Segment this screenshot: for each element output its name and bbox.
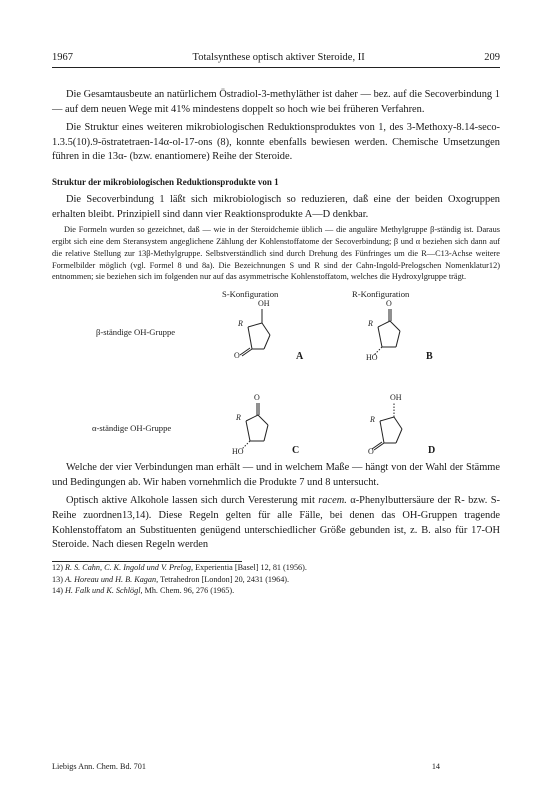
column-label-s: S-Konfiguration bbox=[222, 289, 279, 300]
structure-b-diagram bbox=[366, 299, 416, 361]
footnote-13-source: Tetrahedron [London] 20, 2431 (1964). bbox=[158, 574, 290, 584]
paragraph-structure: Die Struktur eines weiteren mikrobiologischen Reduktionsproduktes von 1, des 3-Methoxy-8.14-seco-1.3.5(10).9-östratetraen-14α-ol-17-ons (8), konnte ebenfalls bewiesen werden. Chemische Umsetzungen führen in die 13α- (bzw. enantiomere) Reihe der Steroide. bbox=[52, 122, 500, 163]
row-label-alpha: α-ständige OH-Gruppe bbox=[92, 423, 172, 434]
document-page bbox=[52, 52, 500, 597]
structure-b-r: R bbox=[368, 319, 373, 329]
structure-d-oh: OH bbox=[390, 393, 402, 403]
footnote-14 bbox=[52, 585, 500, 597]
footnote-12-authors: R. S. Cahn, C. K. Ingold und V. Prelog, bbox=[64, 562, 194, 572]
paragraph-esterification bbox=[52, 494, 500, 552]
structure-c-ho: HO bbox=[232, 447, 244, 457]
footnote-14-number: 14) bbox=[52, 586, 63, 596]
structure-a-label: A bbox=[296, 351, 304, 363]
footer-sheet-number: 14 bbox=[431, 762, 440, 771]
header-year: 1967 bbox=[52, 52, 73, 63]
paragraph-yield: Die Gesamtausbeute an natürlichem Östradiol-3-methyläther ist daher — bez. auf die Secoverbindung 1 — auf dem neuen Wege mit 41% mindestens doppelt so hoch wie bei früheren Verfahren. bbox=[52, 89, 500, 115]
structure-c-label: C bbox=[292, 445, 300, 457]
esterification-text-italic: racem. bbox=[318, 495, 347, 507]
structure-c-diagram bbox=[232, 393, 282, 455]
column-label-r: R-Konfiguration bbox=[352, 289, 410, 300]
esterification-text-start: Optisch aktive Alkohole lassen sich durch Veresterung mit bbox=[66, 495, 319, 507]
section-heading: Struktur der mikrobiologischen Reduktionsprodukte von 1 bbox=[52, 176, 279, 187]
header-page-number: 209 bbox=[484, 52, 500, 63]
paragraph-products: Welche der vier Verbindungen man erhält — und in welchem Maße — hängt von der Wahl der Stämme und Bedingungen ab. Wir haben vornehmlich die Produkte 7 und 8 untersucht. bbox=[52, 462, 500, 488]
structure-d-diagram bbox=[366, 393, 416, 455]
structure-c-r: R bbox=[236, 413, 241, 423]
footnote-13-number: 13) bbox=[52, 574, 63, 584]
esterification-text-end: α-Phenylbuttersäure der R- bzw. S-Reihe zuordnen13,14). Diese Regeln gelten für alle Fälle, bei denen das OH-Gruppen tragende Kohlenstoffatom an Substituenten genügend unterschiedlicher Größe gebunden ist, z. B. also für 17-OH Steroide. Nach diesen Regeln werden bbox=[52, 495, 501, 551]
footer-journal: Liebigs Ann. Chem. Bd. 701 bbox=[52, 762, 146, 771]
structure-b-ho: HO bbox=[366, 353, 378, 363]
footnote-14-source: Mh. Chem. 96, 276 (1965). bbox=[142, 586, 235, 596]
structure-b-label: B bbox=[426, 351, 433, 363]
paragraph-note: Die Formeln wurden so gezeichnet, daß — wie in der Steroidchemie üblich — die anguläre Methylgruppe β-ständig ist. Daraus ergibt sich eine dem Steransystem angeglichene Zählung der Kohlenstoffatome der Secoverbindung; β und α beziehen sich dann auf die relative Stellung zur 13β-Methylgruppe. Selbstverständlich sind durch Drehung des Fünfringes um die R—C13-Achse weitere Formelbilder möglich (vgl. Formel 8 und 8a). Die Bezeichnungen S und R sind der Cahn-Ingold-Prelogschen Nomenklatur12) entnommen; sie beziehen sich im folgenden nur auf das asymmetrische Kohlenstoffatom, welches die Hydroxylgruppe trägt. bbox=[52, 225, 500, 282]
structure-a-oh: OH bbox=[258, 299, 270, 309]
footnote-12-source: Experientia [Basel] 12, 81 (1956). bbox=[193, 562, 307, 572]
structure-c-o: O bbox=[254, 393, 260, 403]
stereo-figure bbox=[52, 289, 500, 459]
row-label-beta: β-ständige OH-Gruppe bbox=[96, 327, 176, 338]
structure-d-r: R bbox=[370, 415, 375, 425]
structure-d-o: O bbox=[368, 447, 374, 457]
structure-a-o: O bbox=[234, 351, 240, 361]
footnote-12-number: 12) bbox=[52, 562, 63, 572]
structure-a-r: R bbox=[238, 319, 243, 329]
page-footer bbox=[52, 762, 500, 771]
header-title: Totalsynthese optisch aktiver Steroide, II bbox=[192, 52, 365, 63]
structure-b-o: O bbox=[386, 299, 392, 309]
footnote-13-authors: A. Horeau und H. B. Kagan, bbox=[64, 574, 159, 584]
footnote-13 bbox=[52, 574, 500, 586]
footnote-14-authors: H. Falk und K. Schlögl, bbox=[64, 586, 143, 596]
footnote-12 bbox=[52, 562, 500, 574]
structure-d-label: D bbox=[428, 445, 436, 457]
running-header bbox=[52, 52, 500, 68]
paragraph-intro: Die Secoverbindung 1 läßt sich mikrobiologisch so reduzieren, daß eine der beiden Oxogruppen erhalten bleibt. Prinzipiell sind dann vier Reaktionsprodukte A—D denkbar. bbox=[52, 193, 500, 220]
